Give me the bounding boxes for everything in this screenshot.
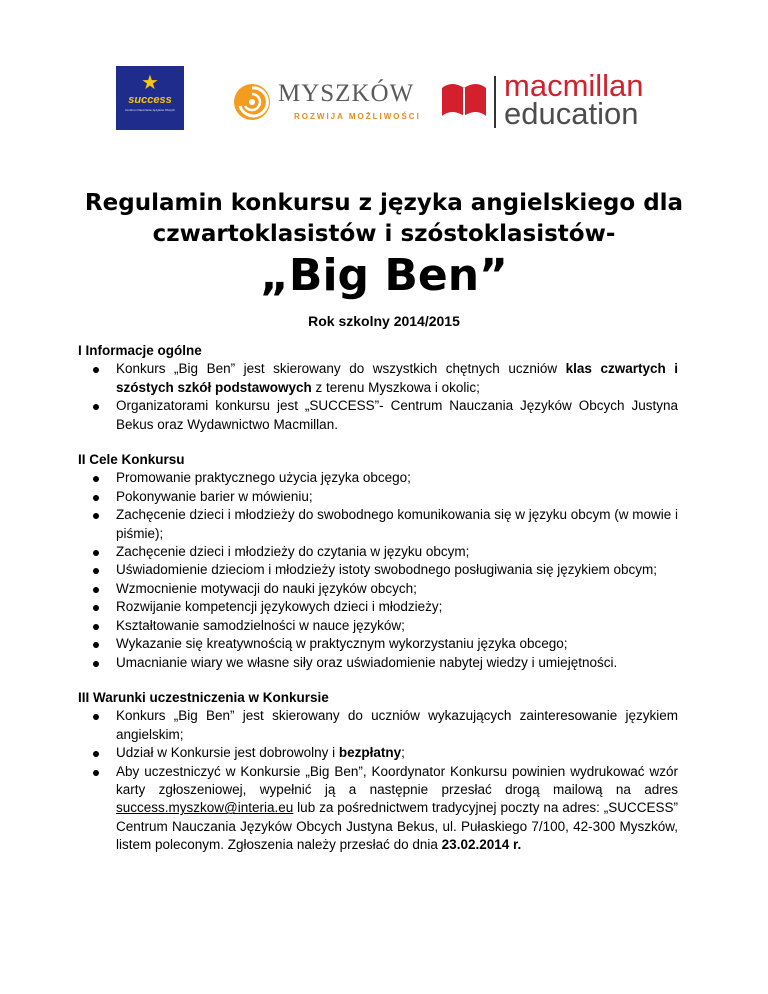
- logo-bar: [0, 66, 768, 136]
- macmillan-logo-line2: education: [504, 96, 639, 131]
- logo-divider: [494, 76, 496, 128]
- text: Udział w Konkursie jest dobrowolny i: [116, 745, 339, 761]
- text: Aby uczestniczyć w Konkursie „Big Ben”, Koordynator Konkursu powinien wydrukować wzór karty zgłoszeniowej, wypełnić ją a następnie przesłać drogą mailową na adres: [116, 763, 678, 797]
- list-item: Wzmocnienie motywacji do nauki języków obcych;: [116, 580, 678, 598]
- list-item: Promowanie praktycznego użycia języka obcego;: [116, 469, 678, 487]
- list-item: Konkurs „Big Ben” jest skierowany do uczniów wykazujących zainteresowanie językiem angielskim;: [116, 707, 678, 744]
- title-line-1: Regulamin konkursu z języka angielskiego dla: [84, 190, 684, 216]
- bullet-list: [78, 360, 678, 434]
- bold-text: bezpłatny: [338, 745, 402, 761]
- deadline-date: 23.02.2014 r.: [441, 837, 522, 853]
- list-item: Zachęcenie dzieci i młodzieży do czytania w języku obcym;: [116, 543, 678, 561]
- macmillan-logo: [440, 68, 660, 134]
- section-title: I Informacje ogólne: [78, 343, 202, 358]
- list-item: Pokonywanie barier w mówieniu;: [116, 488, 678, 506]
- text: lub za pośrednictwem tradycyjnej poczty na adres: „SUCCESS” Centrum Nauczania Języków Obcych Justyna Bekus, ul. Pułaskiego 7/100, 42-300 Myszków, listem poleconym. Zgłoszenia należy przesłać do dnia: [116, 800, 678, 853]
- school-year: Rok szkolny 2014/2015: [308, 313, 460, 329]
- bullet-list: [78, 707, 678, 854]
- success-logo-tagline: Centrum Nauczania Języków Obcych: [125, 108, 175, 112]
- myszkow-logo: [232, 78, 432, 128]
- section-goals: [78, 451, 678, 672]
- list-item: [116, 763, 678, 855]
- document-title: [0, 188, 768, 250]
- title-line-2: czwartoklasistów i szóstoklasistów-: [152, 221, 616, 247]
- open-book-icon: [440, 78, 488, 118]
- list-item: Organizatorami konkursu jest „SUCCESS”- Centrum Nauczania Języków Obcych Justyna Bekus oraz Wydawnictwo Macmillan.: [116, 397, 678, 434]
- bullet-list: [78, 469, 678, 671]
- section-title: III Warunki uczestniczenia w Konkursie: [78, 689, 329, 705]
- document-body: [78, 342, 678, 872]
- shell-icon: [232, 82, 272, 122]
- list-item: Uświadomienie dzieciom i młodzieży istoty swobodnego posługiwania się językiem obcym;: [116, 561, 678, 579]
- list-item: Zachęcenie dzieci i młodzieży do swobodnego komunikowania się w języku obcym (w mowie i piśmie);: [116, 506, 678, 543]
- text: Konkurs „Big Ben” jest skierowany do wszystkich chętnych uczniów: [116, 361, 566, 377]
- success-logo: [116, 66, 184, 130]
- text: z terenu Myszkowa i okolic;: [311, 379, 480, 395]
- section-conditions: [78, 689, 678, 855]
- bold-text: klas czwartych i szóstych szkół podstawowych: [116, 361, 678, 395]
- list-item: [116, 360, 678, 397]
- contest-name: „Big Ben”: [260, 250, 508, 301]
- star-icon: ★: [141, 72, 159, 94]
- text: ;: [401, 745, 405, 761]
- list-item: [116, 744, 678, 762]
- macmillan-logo-line1: macmillan: [504, 68, 644, 103]
- email-link[interactable]: success.myszkow@interia.eu: [116, 800, 294, 816]
- list-item: Kształtowanie samodzielności w nauce języków;: [116, 617, 678, 635]
- success-logo-word: success: [128, 94, 172, 106]
- list-item: Wykazanie się kreatywnością w praktycznym wykorzystaniu języka obcego;: [116, 635, 678, 653]
- list-item: Rozwijanie kompetencji językowych dzieci i młodzieży;: [116, 598, 678, 616]
- section-title: II Cele Konkursu: [78, 452, 185, 468]
- list-item: Umacnianie wiary we własne siły oraz uświadomienie nabytej wiedzy i umiejętności.: [116, 654, 678, 672]
- myszkow-logo-slogan: ROZWIJA MOŻLIWOŚCI: [294, 112, 421, 121]
- section-general-info: [78, 342, 678, 434]
- myszkow-logo-name: MYSZKÓW: [278, 80, 415, 107]
